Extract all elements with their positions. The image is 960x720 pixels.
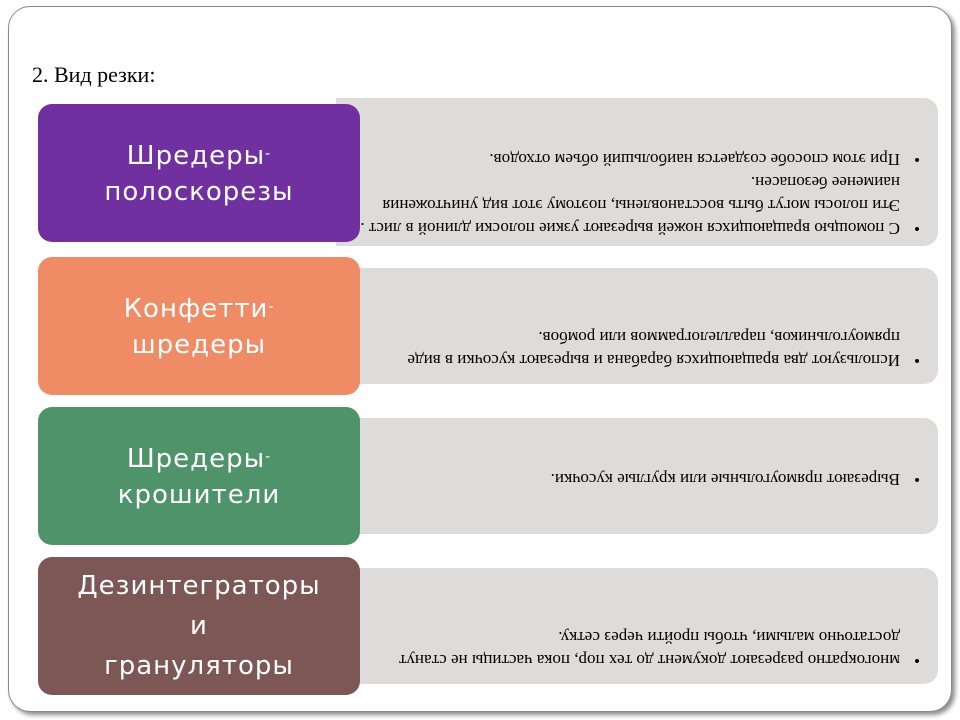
bullet-item <box>336 626 920 672</box>
bullet-icon: • <box>914 150 920 169</box>
category-name: Конфетти <box>123 294 269 324</box>
category-name: Шредеры <box>126 141 266 171</box>
bullet-text: многократно разрезают документ до тех пор, пока частицы не станут достаточно малыми, чтобы пройти через сетку. <box>399 628 900 670</box>
bullet-icon: • <box>914 470 920 489</box>
category-name: Дезинтеграторы <box>77 571 321 601</box>
bullet-text: При этом способе создается наибольший объем отходов. <box>489 150 900 169</box>
bullet-text: С помощью вращающихся ножей вырезают узкие полоски длиной в лист . Эти полосы могут быть восстановлены, поэтому этот вид уничтожения наименее безопасен. <box>360 173 900 238</box>
bullet-item <box>336 326 920 372</box>
category-dash: - <box>268 299 275 315</box>
category-name-line2: и <box>190 611 208 641</box>
slide-title: 2. Вид резки: <box>32 62 156 87</box>
category-box <box>38 407 360 545</box>
bullet-text: Вырезают прямоугольные или круглые кусочки. <box>550 470 900 489</box>
bullet-item <box>336 468 920 491</box>
category-name-line3: грануляторы <box>104 651 294 681</box>
category-name-line2: крошители <box>117 480 281 510</box>
category-box <box>38 104 360 242</box>
bullet-item <box>336 171 920 240</box>
description-panel <box>336 98 938 246</box>
category-dash: - <box>265 449 272 465</box>
category-dash: - <box>265 146 272 162</box>
bullet-item <box>336 148 920 171</box>
description-panel <box>336 418 938 534</box>
description-panel <box>336 568 938 684</box>
bullet-icon: • <box>914 219 920 238</box>
bullet-text: Используют два вращающихся барабана и вырезают кусочки в виде прямоугольников, параллелограммов или ромбов. <box>407 328 900 370</box>
category-box <box>38 257 360 395</box>
description-panel <box>336 268 938 384</box>
bullet-icon: • <box>914 651 920 670</box>
category-name-line2: полоскорезы <box>104 177 294 207</box>
category-name: Шредеры <box>126 444 266 474</box>
category-box <box>38 557 360 695</box>
category-name-line2: шредеры <box>131 330 267 360</box>
bullet-icon: • <box>914 351 920 370</box>
